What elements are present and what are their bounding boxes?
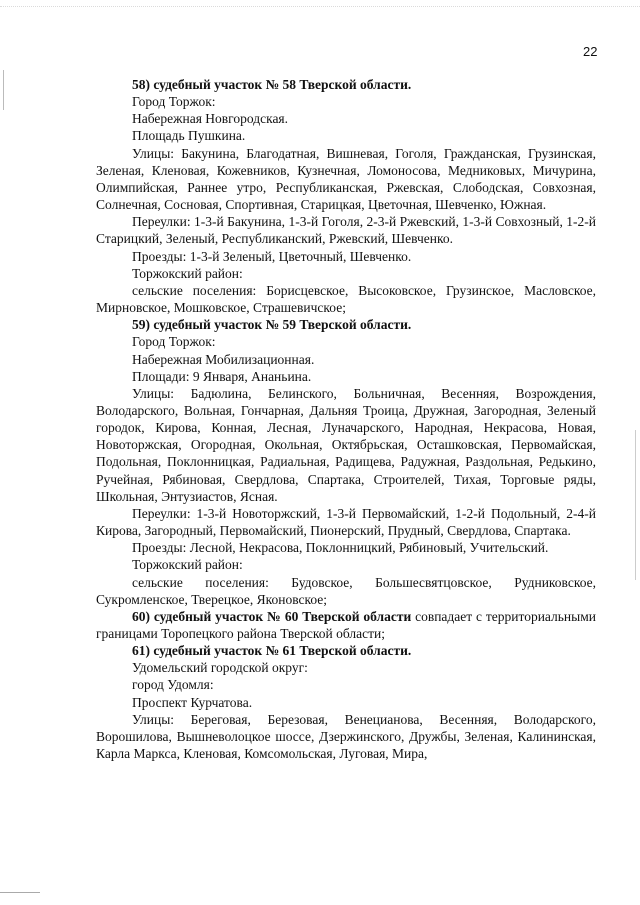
paragraph: Набережная Новгородская. [132, 111, 289, 127]
paragraph-text: совпадает с территориальными границами Торопецкого района Тверской области; [96, 608, 596, 641]
paragraph: сельские поселения: Борисцевское, Высоковское, Грузинское, Масловское, Мирновское, Мошковское, Страшевичское; [96, 282, 596, 316]
scan-edge-bottom [0, 892, 40, 893]
paragraph: Площади: 9 Января, Ананьина. [132, 368, 312, 384]
section-heading-inline: 60) судебный участок № 60 Тверской области [132, 608, 412, 624]
paragraph [96, 608, 596, 642]
section-heading: 58) судебный участок № 58 Тверской области. [132, 77, 412, 92]
paragraph: Улицы: Бадюлина, Белинского, Больничная, Весенняя, Возрождения, Володарского, Вольная, Гончарная, Дальняя Троица, Дружная, Загородная, Зеленый городок, Кирова, Конная, Лесная, Луначарского, Народная, Некрасова, Новая, Новоторжская, Огородная, Окольная, Октябрьская, Осташковская, Первомайская, Подольная, Поклонницкая, Радиальная, Радищева, Радужная, Раздольная, Редькино, Ручейная, Рябиновая, Свердлова, Спартака, Строителей, Тихая, Торговые ряды, Школьная, Энтузиастов, Ясная. [96, 385, 596, 504]
scan-edge-right [635, 430, 636, 580]
paragraph: Набережная Мобилизационная. [132, 351, 315, 367]
paragraph: Улицы: Бакунина, Благодатная, Вишневая, Гоголя, Гражданская, Грузинская, Зеленая, Кленовая, Кожевников, Кузнечная, Ломоносова, Медниковых, Мичурина, Олимпийская, Раннее утро, Республиканская, Ржевская, Слободская, Совхозная, Солнечная, Сосновая, Спортивная, Старицкая, Цветочная, Шевченко, Южная. [96, 145, 596, 213]
paragraph: город Удомля: [132, 677, 214, 693]
scan-edge-left [3, 70, 4, 110]
paragraph: Площадь Пушкина. [132, 128, 246, 144]
scan-edge-top [0, 0, 640, 7]
section-heading: 59) судебный участок № 59 Тверской области. [132, 317, 412, 333]
paragraph: Проспект Курчатова. [132, 694, 253, 710]
paragraph: Удомельский городской округ: [132, 660, 308, 676]
paragraph: Торжокский район: [132, 557, 243, 573]
paragraph: Город Торжок: [132, 94, 216, 110]
section-heading: 61) судебный участок № 61 Тверской области. [132, 643, 412, 659]
paragraph: Улицы: Береговая, Березовая, Венецианова, Весенняя, Володарского, Ворошилова, Вышневолоцкое шоссе, Дзержинского, Дружбы, Зеленая, Калининская, Карла Маркса, Кленовая, Комсомольская, Луговая, Мира, [96, 711, 596, 762]
paragraph: Проезды: Лесной, Некрасова, Поклонницкий, Рябиновый, Учительский. [132, 540, 549, 556]
paragraph: сельские поселения: Будовское, Большесвятцовское, Рудниковское, Сукромленское, Тверецкое, Яконовское; [96, 574, 596, 607]
paragraph: Переулки: 1-3-й Бакунина, 1-3-й Гоголя, 2-3-й Ржевский, 1-3-й Совхозный, 1-2-й Старицкий, Зеленый, Республиканский, Ржевский, Шевченко. [96, 214, 596, 247]
page-number: 22 [583, 44, 598, 59]
paragraph: Торжокский район: [132, 265, 243, 281]
paragraph: Проезды: 1-3-й Зеленый, Цветочный, Шевченко. [132, 248, 412, 264]
paragraph: Город Торжок: [132, 334, 216, 350]
document-body [96, 76, 596, 762]
paragraph: Переулки: 1-3-й Новоторжский, 1-3-й Первомайский, 1-2-й Подольный, 2-4-й Кирова, Загородный, Первомайский, Пионерский, Прудный, Свердлова, Спартака. [96, 505, 596, 539]
